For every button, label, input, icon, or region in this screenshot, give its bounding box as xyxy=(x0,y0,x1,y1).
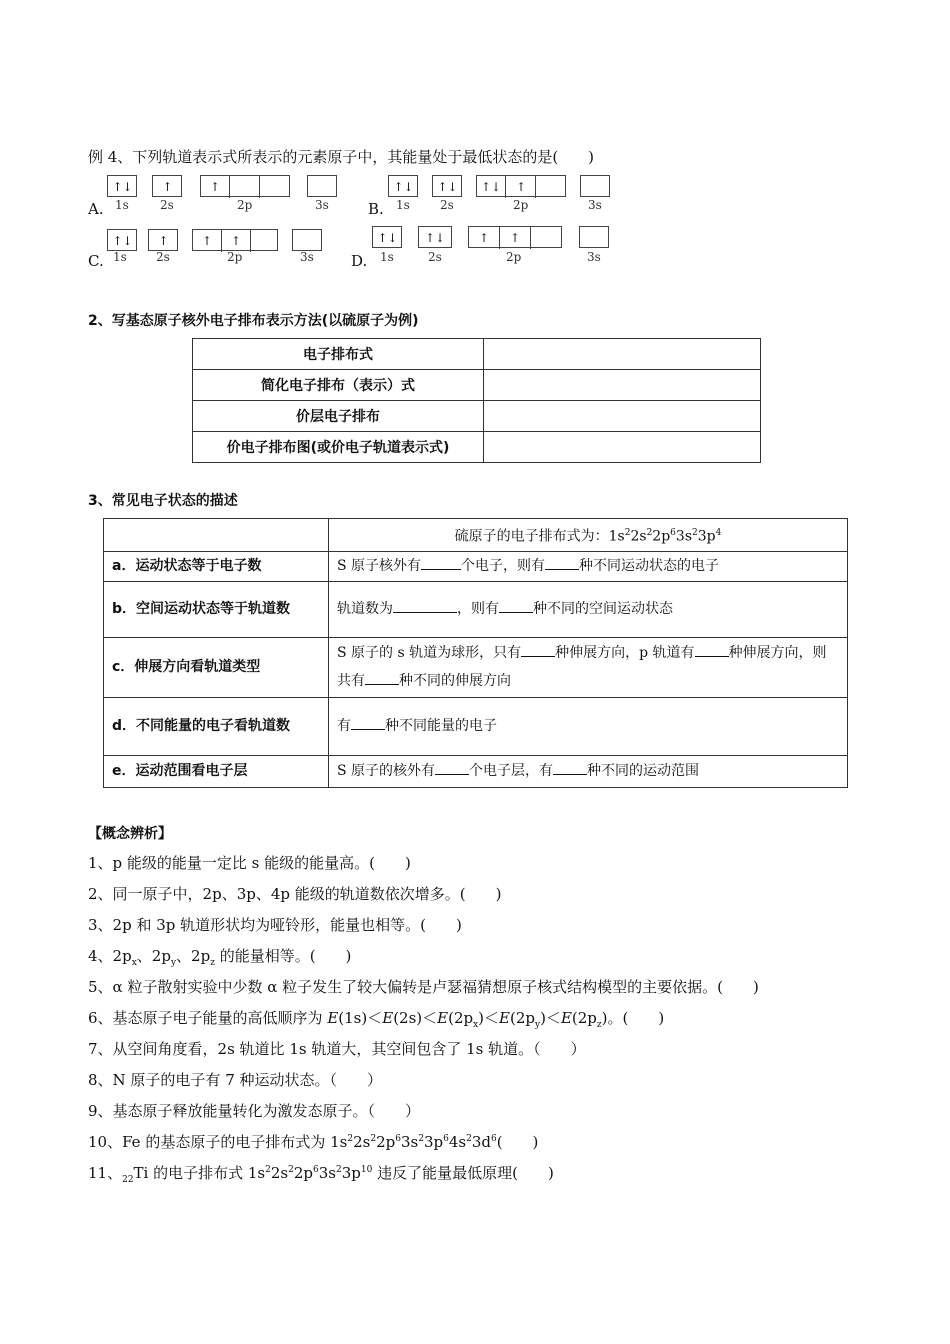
answer-cell[interactable] xyxy=(484,370,761,401)
header-cell: 硫原子的电子排布式为：$1s^22s^22p^63s^23p^4$ xyxy=(329,519,848,552)
orbital-1s: ↑↓ xyxy=(112,180,133,194)
row-value xyxy=(329,755,848,787)
blank[interactable] xyxy=(499,598,533,613)
table-row xyxy=(104,581,848,637)
option-a-label: A. xyxy=(88,200,104,218)
orbital-1s: ↑↓ xyxy=(393,180,414,194)
concept-item-6: 6、基态原子电子能量的高低顺序为 $E(1s)<E(2s)<E(2p_x)<E(2p_y)<E(2p_z)$。( ) xyxy=(88,1009,665,1030)
orbital-2p-1: ↑ xyxy=(469,227,500,249)
orbital-2p-2: ↑ xyxy=(507,176,536,198)
section2-title: 2、写基态原子核外电子排布表示方法(以硫原子为例) xyxy=(88,313,419,329)
orbital-2s: ↑↓ xyxy=(437,180,458,194)
label-2p: 2p xyxy=(513,198,529,212)
row-text: 种不同的运动范围 xyxy=(587,763,700,780)
blank[interactable] xyxy=(421,555,461,570)
table-row xyxy=(104,551,848,581)
label-2s: 2s xyxy=(440,198,454,212)
concepts-title: 【概念辨析】 xyxy=(88,826,172,842)
row-label: a．运动状态等于电子数 xyxy=(104,551,329,581)
label-1s: 1s xyxy=(380,250,394,264)
concept-item-9: 9、基态原子释放能量转化为激发态原子。（ ） xyxy=(88,1102,421,1120)
orbital-2p-3 xyxy=(251,230,280,252)
row-label: 价层电子排布 xyxy=(193,401,484,432)
label-1s: 1s xyxy=(115,198,129,212)
label-2p: 2p xyxy=(506,250,522,264)
blank[interactable] xyxy=(553,760,587,775)
table-row xyxy=(104,637,848,697)
example-question: 例 4、下列轨道表示式所表示的元素原子中，其能量处于最低状态的是( ) xyxy=(88,148,595,166)
concept-item-1: 1、p 能级的能量一定比 s 能级的能量高。( ) xyxy=(88,854,411,872)
concept-item-11: 11、$_{22}$Ti 的电子排布式 $1s^22s^22p^63s^23p^{10}$ 违反了能量最低原理( ) xyxy=(88,1164,554,1185)
row-text: 种不同的空间运动状态 xyxy=(533,601,673,618)
label-2s: 2s xyxy=(160,198,174,212)
orbital-2s: ↑ xyxy=(158,234,169,248)
row-value xyxy=(329,637,848,697)
row-label: e．运动范围看电子层 xyxy=(104,755,329,787)
row-text: 个电子，则有 xyxy=(461,558,546,575)
row-text: 个电子层，有 xyxy=(469,763,554,780)
row-text: S 原子的核外有 xyxy=(337,763,436,780)
blank[interactable] xyxy=(521,642,555,657)
row-label: 简化电子排布（表示）式 xyxy=(193,370,484,401)
concept-item-8: 8、N 原子的电子有 7 种运动状态。（ ） xyxy=(88,1071,383,1089)
row-label: c．伸展方向看轨道类型 xyxy=(104,637,329,697)
concept-item-3: 3、2p 和 3p 轨道形状均为哑铃形，能量也相等。( ) xyxy=(88,916,462,934)
table-row xyxy=(193,339,761,370)
orbital-2p-1: ↑↓ xyxy=(477,176,506,198)
row-text: 种不同运动状态的电子 xyxy=(579,558,720,575)
concept-item-7: 7、从空间角度看，2s 轨道比 1s 轨道大，其空间包含了 1s 轨道。（ ） xyxy=(88,1040,586,1058)
table-row xyxy=(193,370,761,401)
option-b-label: B. xyxy=(368,200,384,218)
representation-table xyxy=(192,338,761,463)
label-1s: 1s xyxy=(113,250,127,264)
row-text: 种不同能量的电子 xyxy=(385,718,497,735)
concept-item-10: 10、Fe 的基态原子的电子排布式为 $1s^22s^22p^63s^23p^64s^23d^6$( ) xyxy=(88,1133,539,1151)
row-label: 价电子排布图(或价电子轨道表示式) xyxy=(193,432,484,463)
row-label: b．空间运动状态等于轨道数 xyxy=(104,581,329,637)
orbital-1s: ↑↓ xyxy=(112,234,133,248)
row-value xyxy=(329,697,848,755)
answer-cell[interactable] xyxy=(484,401,761,432)
blank[interactable] xyxy=(695,642,729,657)
orbital-2p-2: ↑ xyxy=(500,227,531,249)
electron-state-table xyxy=(103,518,848,788)
table-row xyxy=(193,401,761,432)
row-text: 轨道数为 xyxy=(337,601,393,618)
concept-item-5: 5、α 粒子散射实验中少数 α 粒子发生了较大偏转是卢瑟福猜想原子核式结构模型的主要依据。( ) xyxy=(88,978,759,996)
blank[interactable] xyxy=(545,555,579,570)
answer-cell[interactable] xyxy=(484,339,761,370)
label-3s: 3s xyxy=(588,198,602,212)
option-d-label: D. xyxy=(351,252,368,270)
label-3s: 3s xyxy=(587,250,601,264)
header-empty-cell xyxy=(104,519,329,552)
table-row xyxy=(193,432,761,463)
table-row xyxy=(104,697,848,755)
label-3s: 3s xyxy=(315,198,329,212)
blank[interactable] xyxy=(393,598,457,613)
option-c-label: C. xyxy=(88,252,104,270)
row-text: ，则有 xyxy=(457,601,499,618)
orbital-2p-2 xyxy=(231,176,260,198)
label-2s: 2s xyxy=(156,250,170,264)
orbital-2s: ↑ xyxy=(162,180,173,194)
row-value xyxy=(329,581,848,637)
orbital-1s: ↑↓ xyxy=(377,231,398,245)
row-label: 电子排布式 xyxy=(193,339,484,370)
label-2s: 2s xyxy=(428,250,442,264)
label-2p: 2p xyxy=(237,198,253,212)
concept-item-4: 4、$2p_x$、$2p_y$、$2p_z$ 的能量相等。( ) xyxy=(88,947,352,968)
blank[interactable] xyxy=(365,670,399,685)
row-text: 种不同的伸展方向 xyxy=(399,673,511,690)
orbital-2p-3 xyxy=(531,227,562,249)
orbital-2p-1: ↑ xyxy=(201,176,230,198)
blank[interactable] xyxy=(351,715,385,730)
answer-cell[interactable] xyxy=(484,432,761,463)
section3-title: 3、常见电子状态的描述 xyxy=(88,493,238,509)
orbital-2p-3 xyxy=(261,176,290,198)
row-text: 种伸展方向，则共有 xyxy=(337,645,827,690)
table-row xyxy=(104,755,848,787)
orbital-2s: ↑↓ xyxy=(424,231,446,245)
row-text: S 原子核外有 xyxy=(337,558,422,575)
row-value xyxy=(329,551,848,581)
row-text: 种伸展方向，p 轨道有 xyxy=(555,645,695,662)
row-text: S 原子的 s 轨道为球形，只有 xyxy=(337,645,522,662)
concept-item-2: 2、同一原子中，2p、3p、4p 能级的轨道数依次增多。( ) xyxy=(88,885,502,903)
orbital-2p-3 xyxy=(537,176,566,198)
label-3s: 3s xyxy=(300,250,314,264)
row-text: 有 xyxy=(337,718,351,735)
table-header-row xyxy=(104,519,848,552)
row-label: d．不同能量的电子看轨道数 xyxy=(104,697,329,755)
label-1s: 1s xyxy=(396,198,410,212)
orbital-2p-2: ↑ xyxy=(222,230,251,252)
orbital-2p-1: ↑ xyxy=(193,230,222,252)
blank[interactable] xyxy=(435,760,469,775)
header-text: 硫原子的电子排布式为： xyxy=(454,528,609,545)
label-2p: 2p xyxy=(227,250,243,264)
